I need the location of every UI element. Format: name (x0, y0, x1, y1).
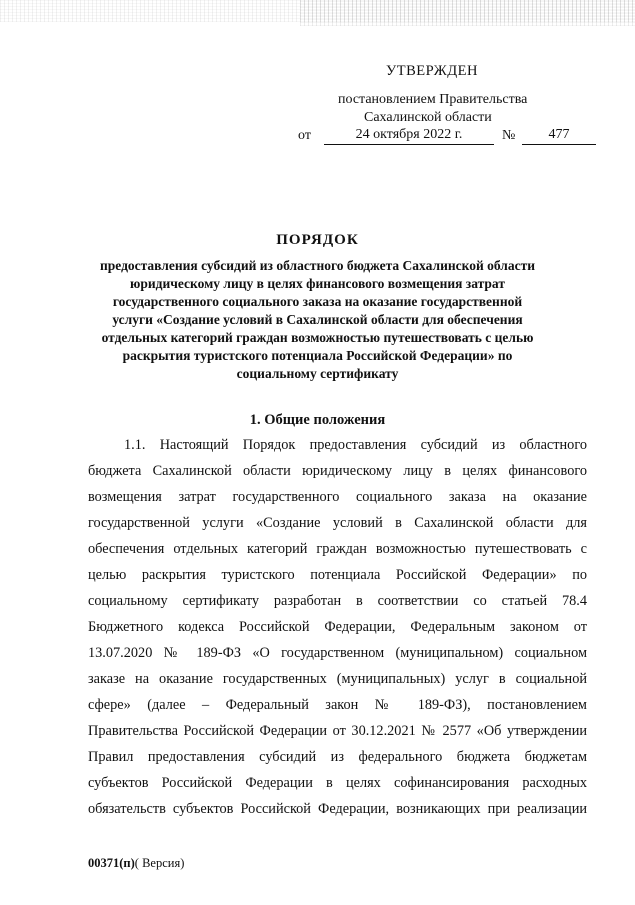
subtitle-line: отдельных категорий граждан возможностью путешествовать с целью (101, 330, 534, 345)
decree-number: 477 (522, 126, 596, 145)
document-title: ПОРЯДОК (276, 232, 359, 248)
footer-version: ( Версия) (134, 856, 185, 870)
scan-noise-top-right (300, 0, 635, 26)
footer-code: 00371(п) (88, 856, 135, 870)
from-label: от (298, 128, 311, 143)
subtitle-line: государственного социального заказа на оказание государственной (112, 294, 523, 309)
approved-title: УТВЕРЖДЕН (386, 63, 478, 79)
body-line: целью раскрытия туристского потенциала Российской Федерации» по (88, 567, 587, 583)
decree-line-2: Сахалинской области (364, 110, 492, 125)
subtitle-line: предоставления субсидий из областного бюджета Сахалинской области (99, 258, 536, 273)
body-line: заказе на оказание государственных (муниципальных) услуг в социальной (88, 671, 587, 687)
section-heading: 1. Общие положения (249, 412, 386, 428)
body-line: 1.1. Настоящий Порядок предоставления субсидий из областного (124, 437, 587, 453)
body-line: Бюджетного кодекса Российской Федерации, Федеральным законом от (88, 619, 587, 635)
body-line: бюджета Сахалинской области юридическому лицу в целях финансового (88, 463, 587, 479)
decree-date: 24 октября 2022 г. (324, 126, 494, 145)
body-line: Правил предоставления субсидий из федерального бюджета бюджетам (88, 749, 587, 765)
body-line: сфере» (далее – Федеральный закон № 189-ФЗ), постановлением (88, 697, 587, 713)
subtitle-line: юридическому лицу в целях финансового возмещения затрат (130, 276, 505, 291)
title-block (70, 232, 565, 383)
body-line: 13.07.2020 № 189-ФЗ «О государственном (муниципальном) социальном (88, 645, 587, 661)
number-label: № (502, 128, 516, 143)
body-line: государственной услуги «Создание условий в Сахалинской области для (88, 515, 587, 531)
body-text (88, 432, 587, 822)
body-line: возмещения затрат государственного социального заказа на оказание (88, 489, 587, 505)
subtitle-line: услуги «Создание условий в Сахалинской области для обеспечения (112, 312, 523, 327)
subtitle-line: социальному сертификату (236, 366, 399, 381)
subtitle-line: раскрытия туристского потенциала Российской Федерации» по (122, 348, 513, 363)
body-line: обязательств субъектов Российской Федерации, возникающих при реализации (88, 801, 587, 817)
body-line: Правительства Российской Федерации от 30.12.2021 № 2577 «Об утверждении (88, 723, 587, 739)
body-line: обеспечения отдельных категорий граждан возможностью путешествовать с (88, 541, 587, 557)
body-line: субъектов Российской Федерации в целях софинансирования расходных (88, 775, 587, 791)
decree-line-1: постановлением Правительства (338, 92, 528, 107)
body-line: социальному сертификату разработан в соответствии со статьей 78.4 (88, 593, 587, 609)
decree-date-row (298, 126, 598, 146)
footer (88, 856, 184, 871)
